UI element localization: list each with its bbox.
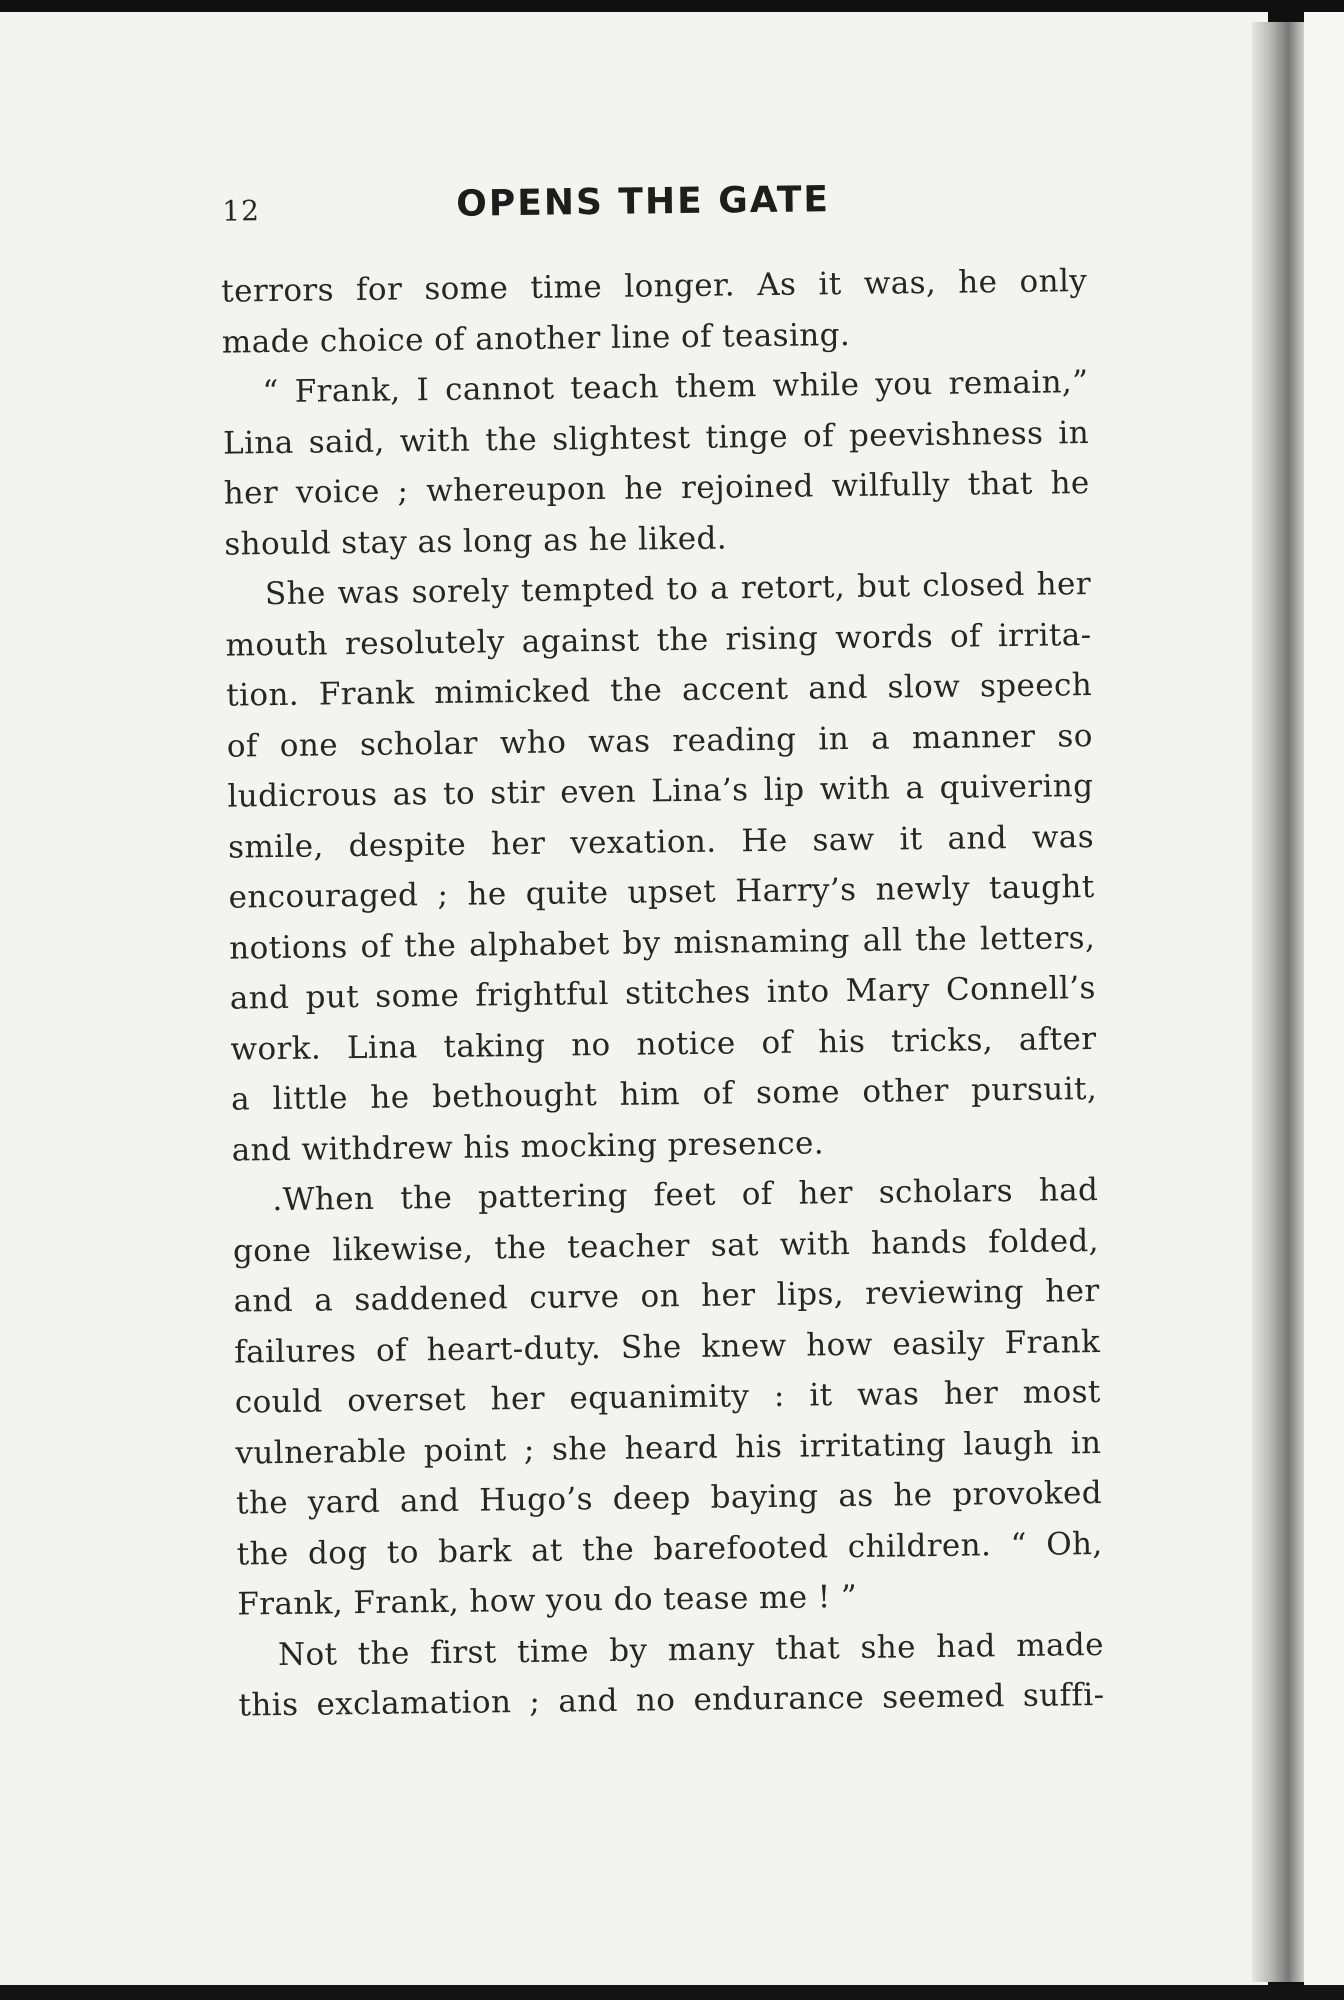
text-line: should stay as long as he liked. — [224, 519, 728, 563]
text-line: made choice of another line of teasing. — [221, 316, 851, 361]
text-line: and put some frightful stitches into Mary Connell’s — [229, 969, 1097, 1017]
text-line: smile, despite her vexation. He saw it and was — [227, 818, 1095, 866]
text-line: “ Frank, I cannot teach them while you remain,” — [262, 364, 1089, 411]
page-text-block — [190, 176, 1109, 1731]
running-head: OPENS THE GATE — [455, 179, 831, 225]
page-number: 12 — [222, 194, 261, 228]
text-line: She was sorely tempted to a retort, but closed her — [264, 566, 1092, 613]
text-line: could overset her equanimity : it was her most — [234, 1373, 1102, 1421]
text-line: Not the first time by many that she had made — [277, 1626, 1105, 1673]
text-line: encouraged ; he quite upset Harry’s newly taught — [228, 869, 1095, 916]
text-line: Lina said, with the slightest tinge of peevishness in — [222, 414, 1090, 462]
page-header — [190, 176, 1091, 267]
text-line: her voice ; whereupon he rejoined wilfully that he — [223, 465, 1090, 512]
text-line: and a saddened curve on her lips, reviewing her — [233, 1272, 1100, 1320]
text-line: and withdrew his mocking presence. — [231, 1124, 825, 1169]
body-text — [221, 256, 1105, 1731]
text-line: ludicrous as to stir even Lina’s lip with a quivering — [227, 768, 1094, 815]
text-line: mouth resolutely against the rising words of irrita- — [225, 616, 1092, 664]
text-line: this exclamation ; and no endurance seemed suffi- — [238, 1676, 1105, 1724]
text-line: a little he bethought him of some other pursuit, — [230, 1070, 1098, 1118]
text-line: the yard and Hugo’s deep baying as he provoked — [235, 1474, 1103, 1522]
text-line: failures of heart-duty. She knew how easily Frank — [234, 1323, 1101, 1371]
text-line: vulnerable point ; she heard his irritating laugh in — [235, 1424, 1102, 1472]
text-line: Frank, Frank, how you do tease me ! ” — [237, 1578, 858, 1623]
text-line: work. Lina taking no notice of his tricks, after — [230, 1020, 1097, 1068]
text-line: notions of the alphabet by misnaming all the letters, — [229, 919, 1096, 967]
text-line: gone likewise, the teacher sat with hands folded, — [232, 1222, 1100, 1270]
text-line: terrors for some time longer. As it was, he only — [221, 263, 1088, 310]
text-line: of one scholar who was reading in a manner so — [226, 717, 1093, 765]
page-edge — [1304, 12, 1344, 1985]
text-line: .When the pattering feet of her scholars had — [272, 1171, 1099, 1219]
text-line: tion. Frank mimicked the accent and slow speech — [225, 667, 1093, 714]
book-page — [0, 12, 1268, 1985]
scan-border — [0, 1985, 1344, 2000]
book-spine-shadow — [1252, 22, 1304, 1982]
text-line: the dog to bark at the barefooted children. “ Oh, — [236, 1525, 1103, 1573]
